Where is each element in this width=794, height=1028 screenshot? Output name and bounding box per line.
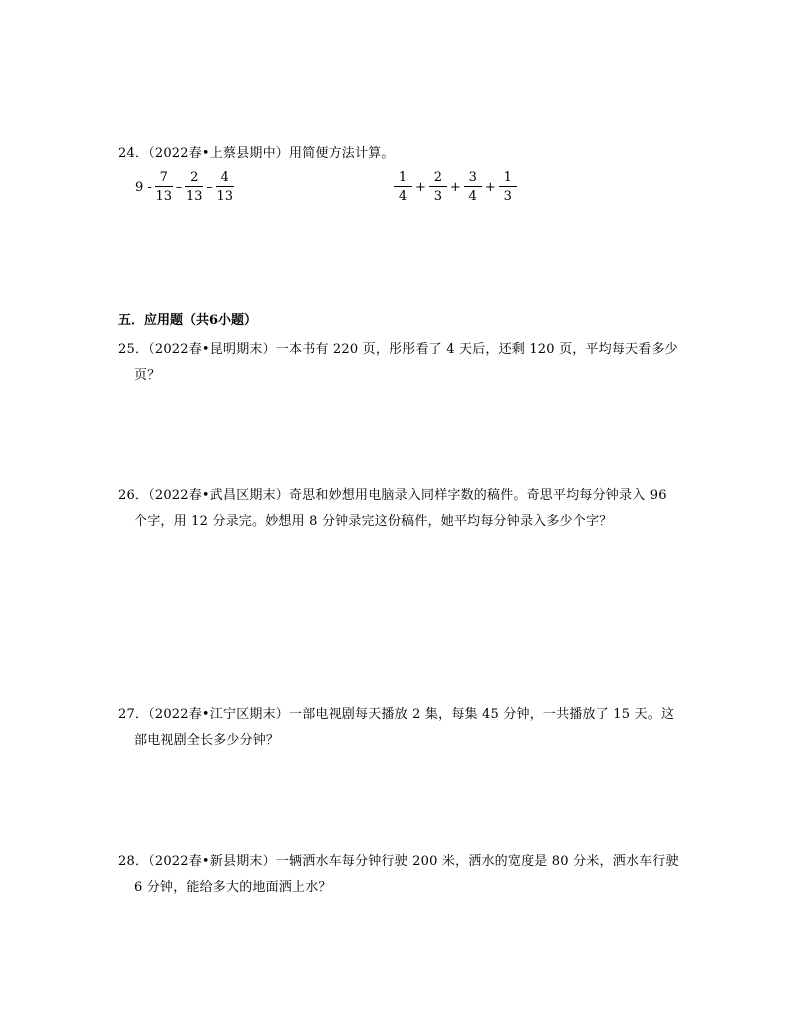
plus-operator: + [415, 179, 426, 195]
fraction: $\frac{2}{13}$ [186, 170, 203, 204]
minus-operator: – [175, 179, 183, 195]
fraction: $\frac{4}{13}$ [216, 170, 234, 204]
expression-1-lead: 9 - [135, 179, 152, 195]
plus-operator: + [484, 179, 496, 195]
question-27-line-1: 27．（2022春•江宁区期末）一部电视剧每天播放 2 集，每集 45 分钟，一共播放了 15 天。这 [118, 707, 675, 722]
plus-operator: + [449, 179, 461, 195]
question-25-line-2: 页？ [134, 368, 161, 383]
question-27-line-2: 部电视剧全长多少分钟？ [134, 733, 280, 748]
question-24-expression-2 [392, 171, 519, 203]
question-24-expression-1 [134, 171, 236, 203]
question-26-line-2: 个字，用 12 分录完。妙想用 8 分钟录完这份稿件，她平均每分钟录入多少个字？ [134, 514, 613, 529]
fraction: $\frac{3}{4}$ [464, 171, 482, 203]
question-26-line-1: 26．（2022春•武昌区期末）奇思和妙想用电脑录入同样字数的稿件。奇思平均每分钟录入 96 [118, 488, 667, 503]
question-24-text: 24．（2022春•上蔡县期中）用简便方法计算。 [118, 146, 395, 161]
fraction: $\frac{1}{3}$ [499, 171, 517, 203]
section-5-title: 五．应用题（共6小题） [118, 313, 258, 328]
minus-operator: – [206, 179, 213, 195]
fraction: $\frac{2}{3}$ [429, 171, 447, 203]
fraction: $\frac{7}{13}$ [155, 170, 173, 204]
question-28-line-2: 6 分钟，能给多大的地面洒上水？ [134, 880, 332, 895]
question-25-line-1: 25．（2022春•昆明期末）一本书有 220 页，彤彤看了 4 天后，还剩 120 页，平均每天看多少 [118, 342, 678, 357]
question-28-line-1: 28．（2022春•新县期末）一辆洒水车每分钟行驶 200 米，洒水的宽度是 80 分米，洒水车行驶 [118, 854, 679, 869]
fraction: $\frac{1}{4}$ [394, 171, 412, 203]
